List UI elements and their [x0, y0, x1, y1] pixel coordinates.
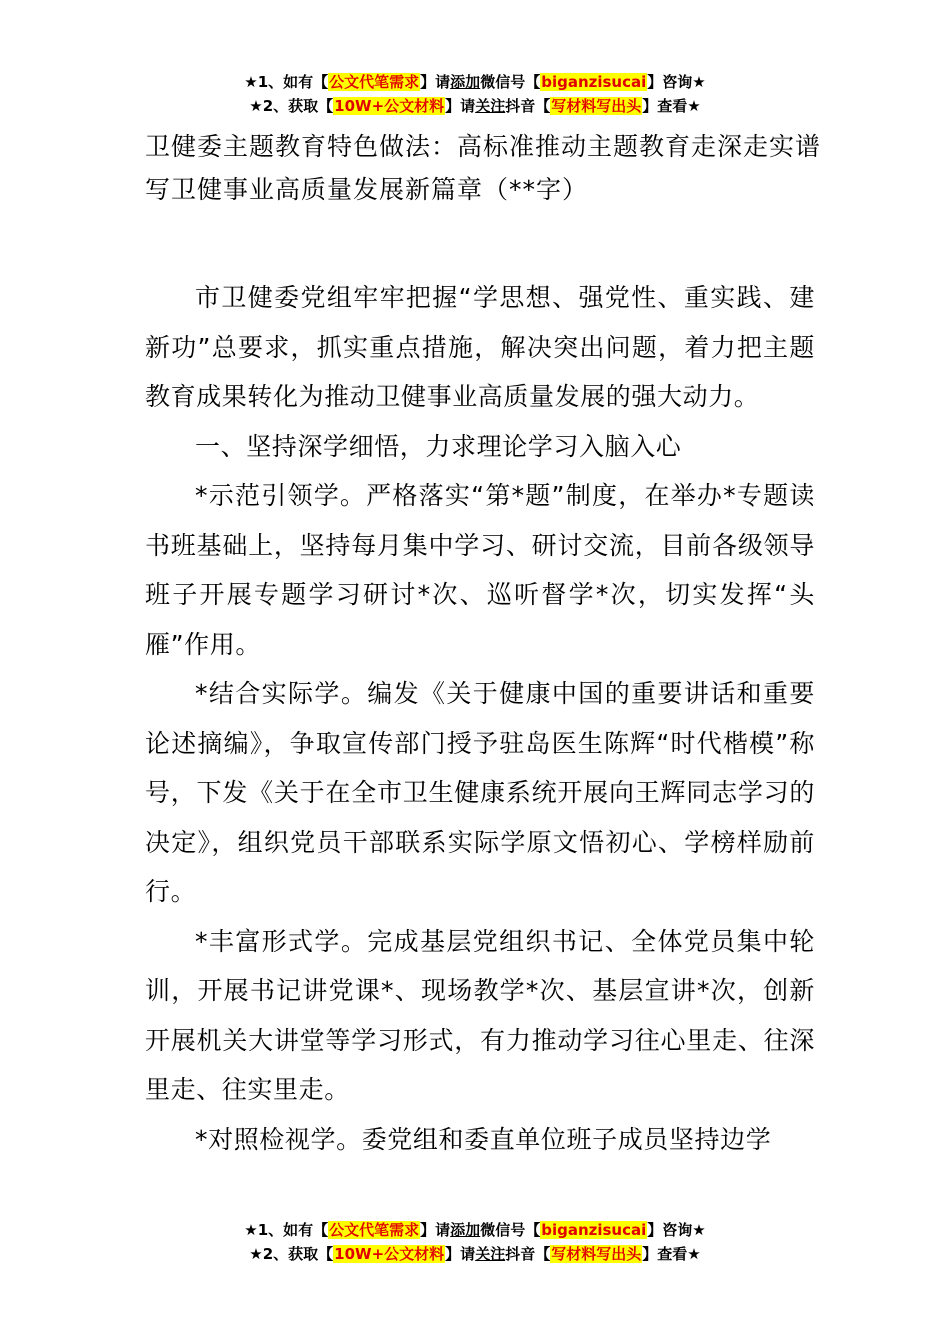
highlight-materials: 10W+公文材料: [334, 97, 445, 115]
promo-line-1: [0, 1218, 950, 1242]
promo-banner-top: [0, 70, 950, 118]
highlight-materials: 10W+公文材料: [334, 1245, 445, 1263]
star-icon: ★: [244, 1221, 258, 1239]
highlight-douyin: 写材料写出头: [551, 97, 642, 115]
promo-text-underlined: 添加: [450, 1221, 481, 1239]
intro-paragraph: 市卫健委党组牢牢把握“学思想、强党性、重实践、建新功”总要求，抓实重点措施，解决突出问题，着力把主题教育成果转化为推动卫健事业高质量发展的强大动力。: [145, 283, 815, 411]
highlight-service: 公文代笔需求: [329, 73, 420, 91]
promo-text: 抖音【: [505, 97, 551, 115]
promo-text: 】咨询: [647, 1221, 693, 1239]
body-paragraph: *结合实际学。编发《关于健康中国的重要讲话和重要论述摘编》，争取宣传部门授予驻岛医生陈辉“时代楷模”称号，下发《关于在全市卫生健康系统开展向王辉同志学习的决定》，组织党员干部联系实际学原文悟初心、学榜样励前行。: [145, 679, 815, 906]
star-icon: ★: [687, 1245, 701, 1263]
document-title: 卫健委主题教育特色做法：高标准推动主题教育走深走实谱写卫健事业高质量发展新篇章（**字）: [145, 132, 822, 204]
promo-text: 微信号【: [480, 73, 541, 91]
section-heading: 一、坚持深学细悟，力求理论学习入脑入心: [195, 431, 682, 461]
promo-text: 】请: [420, 1221, 451, 1239]
promo-text: 】查看: [642, 1245, 688, 1263]
promo-banner-bottom: [0, 1218, 950, 1266]
promo-text-underlined: 关注: [475, 1245, 506, 1263]
promo-text: 1、如有【: [257, 1221, 329, 1239]
body-paragraph: *对照检视学。委党组和委直单位班子成员坚持边学: [195, 1124, 772, 1154]
promo-text: 】查看: [642, 97, 688, 115]
star-icon: ★: [692, 1221, 706, 1239]
promo-text: 】请: [445, 1245, 476, 1263]
star-icon: ★: [244, 73, 258, 91]
promo-text: 抖音【: [505, 1245, 551, 1263]
star-icon: ★: [249, 97, 263, 115]
star-icon: ★: [687, 97, 701, 115]
promo-text: 】咨询: [647, 73, 693, 91]
highlight-douyin: 写材料写出头: [551, 1245, 642, 1263]
highlight-wechat-id: biganzisucai: [541, 73, 647, 91]
highlight-wechat-id: biganzisucai: [541, 1221, 647, 1239]
promo-line-1: [0, 70, 950, 94]
highlight-service: 公文代笔需求: [329, 1221, 420, 1239]
body-paragraph: *丰富形式学。完成基层党组织书记、全体党员集中轮训，开展书记讲党课*、现场教学*次、基层宣讲*次，创新开展机关大讲堂等学习形式，有力推动学习往心里走、往深里走、往实里走。: [145, 926, 815, 1104]
promo-text: 】请: [420, 73, 451, 91]
promo-text-underlined: 添加: [450, 73, 481, 91]
promo-text: 2、获取【: [262, 97, 334, 115]
document-body: [145, 273, 815, 1164]
star-icon: ★: [249, 1245, 263, 1263]
body-paragraph: *示范引领学。严格落实“第*题”制度，在举办*专题读书班基础上，坚持每月集中学习、研讨交流，目前各级领导班子开展专题学习研讨*次、巡听督学*次，切实发挥“头雁”作用。: [145, 481, 815, 659]
promo-text: 】请: [445, 97, 476, 115]
promo-text: 微信号【: [480, 1221, 541, 1239]
promo-line-2: [0, 94, 950, 118]
promo-text-underlined: 关注: [475, 97, 506, 115]
promo-text: 2、获取【: [262, 1245, 334, 1263]
star-icon: ★: [692, 73, 706, 91]
promo-line-2: [0, 1242, 950, 1266]
promo-text: 1、如有【: [257, 73, 329, 91]
